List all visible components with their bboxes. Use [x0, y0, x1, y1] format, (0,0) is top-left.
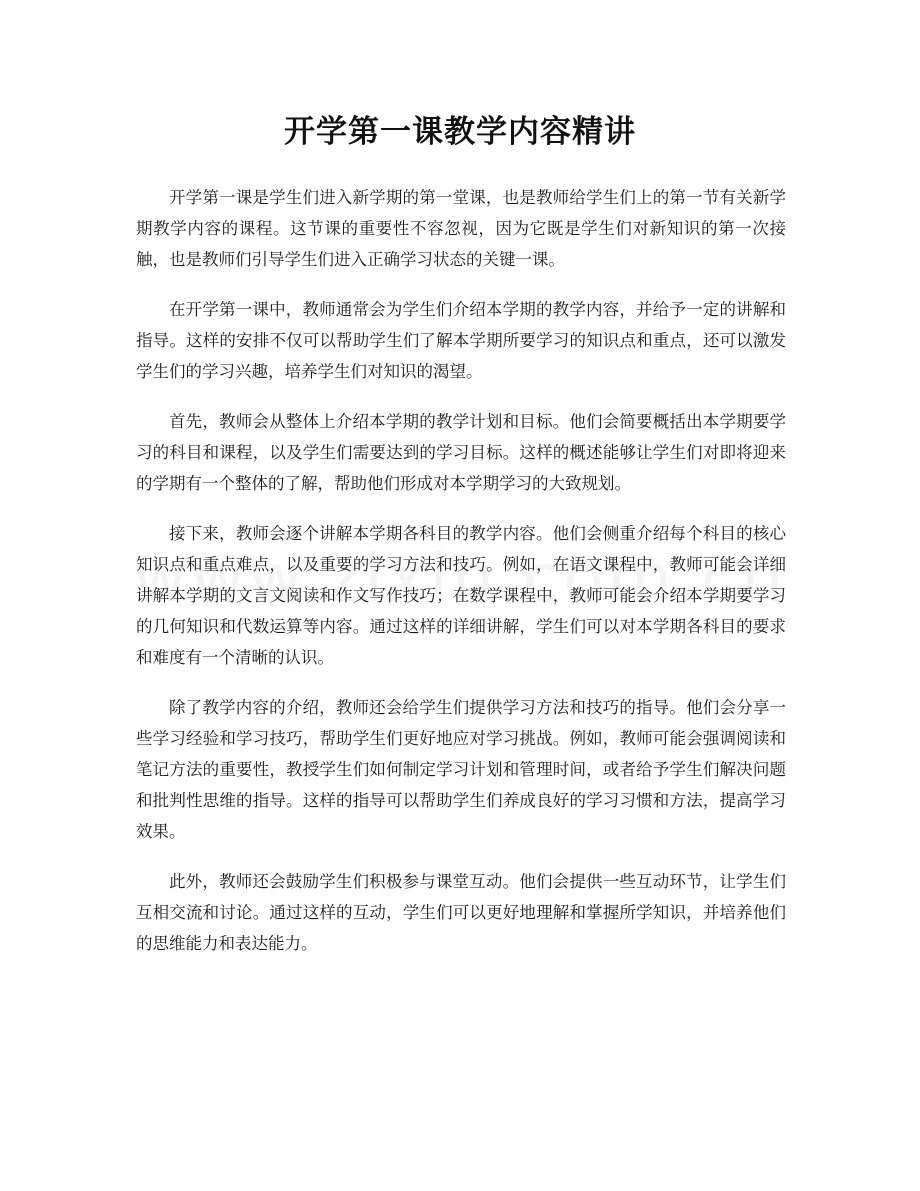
paragraph-3: 首先，教师会从整体上介绍本学期的教学计划和目标。他们会简要概括出本学期要学习的科目和课程，以及学生们需要达到的学习目标。这样的概述能够让学生们对即将迎来的学期有一个整体的了解，帮助他们形成对本学期学习的大致规划。 — [136, 412, 786, 493]
document-title: 开学第一课教学内容精讲 — [284, 114, 636, 150]
paragraph-2: 在开学第一课中，教师通常会为学生们介绍本学期的教学内容，并给予一定的讲解和指导。这样的安排不仅可以帮助学生们了解本学期所要学习的知识点和重点，还可以激发学生们的学习兴趣，培养学生们对知识的渴望。 — [136, 300, 786, 381]
paragraph-1: 开学第一课是学生们进入新学期的第一堂课，也是教师给学生们上的第一节有关新学期教学内容的课程。这节课的重要性不容忽视，因为它既是学生们对新知识的第一次接触，也是教师们引导学生们进入正确学习状态的关键一课。 — [136, 188, 786, 269]
document-body — [136, 182, 786, 978]
paragraph-6: 此外，教师还会鼓励学生们积极参与课堂互动。他们会提供一些互动环节，让学生们互相交流和讨论。通过这样的互动，学生们可以更好地理解和掌握所学知识，并培养他们的思维能力和表达能力。 — [136, 872, 786, 953]
paragraph-4: 接下来，教师会逐个讲解本学期各科目的教学内容。他们会侧重介绍每个科目的核心知识点和重点难点，以及重要的学习方法和技巧。例如，在语文课程中，教师可能会详细讲解本学期的文言文阅读和作文写作技巧；在数学课程中，教师可能会介绍本学期要学习的几何知识和代数运算等内容。通过这样的详细讲解，学生们可以对本学期各科目的要求和难度有一个清晰的认识。 — [136, 524, 786, 667]
paragraph-5: 除了教学内容的介绍，教师还会给学生们提供学习方法和技巧的指导。他们会分享一些学习经验和学习技巧，帮助学生们更好地应对学习挑战。例如，教师可能会强调阅读和笔记方法的重要性，教授学生们如何制定学习计划和管理时间，或者给予学生们解决问题和批判性思维的指导。这样的指导可以帮助学生们养成良好的学习习惯和方法，提高学习效果。 — [136, 698, 786, 841]
